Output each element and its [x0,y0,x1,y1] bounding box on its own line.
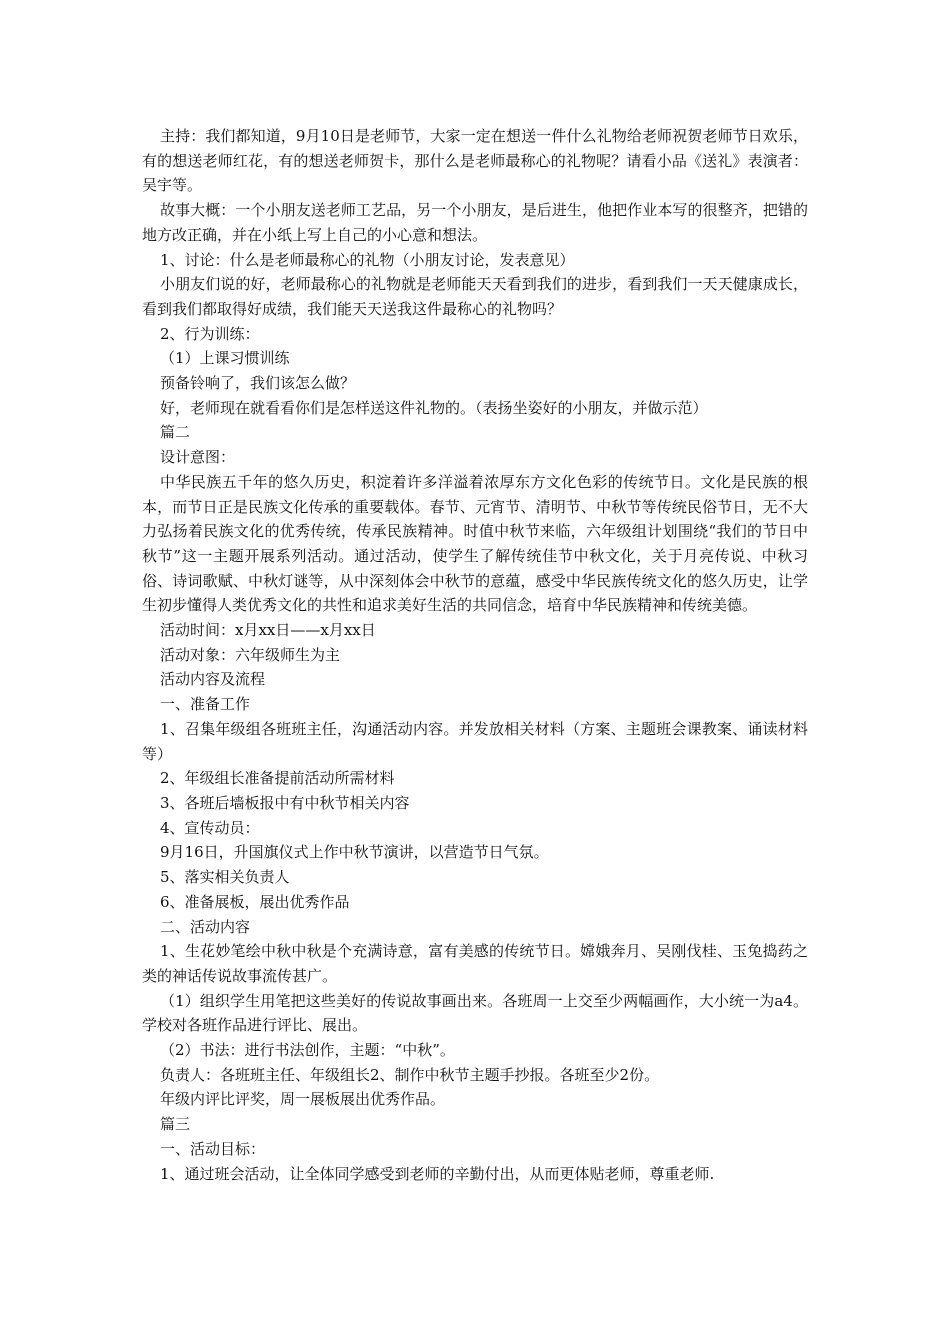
paragraph-discussion: 1、讨论：什么是老师最称心的礼物（小朋友讨论，发表意见） [160,250,575,269]
paragraph-drawing: （1）组织学生用笔把这些美好的传说故事画出来。各班周一上交至少两幅画作，大小统一为a4。学校对各班作品进行评比、展出。 [142,991,808,1035]
paragraph-activity-target: 活动对象：六年级师生为主 [160,645,341,664]
paragraph-evaluation: 年级内评比评奖，周一展板展出优秀作品。 [160,1090,446,1109]
paragraph-speech: 9月16日，升国旗仪式上作中秋节演讲，以营造节日气氛。 [160,843,549,862]
paragraph-prep-2: 2、年级组长准备提前活动所需材料 [160,769,395,788]
paragraph-prep-3: 3、各班后墙板报中有中秋节相关内容 [160,793,410,812]
heading-activity-goals: 一、活动目标： [160,1139,266,1158]
paragraph-calligraphy: （2）书法：进行书法创作，主题：“中秋”。 [160,1041,455,1060]
paragraph-prep-5: 5、落实相关负责人 [160,868,290,887]
paragraph-class-habit: （1）上课习惯训练 [160,349,290,368]
paragraph-behavior-training: 2、行为训练： [160,324,260,343]
paragraph-design-intent-label: 设计意图： [160,448,236,467]
paragraph-activity-flow: 活动内容及流程 [160,670,266,689]
paragraph-responsible: 负责人：各班班主任、年级组长2、制作中秋节主题手抄报。各班至少2份。 [160,1065,660,1084]
section-heading-part-three: 篇三 [160,1115,191,1134]
paragraph-content-1: 1、生花妙笔绘中秋中秋是个充满诗意，富有美感的传统节日。嫦娥奔月、吴刚伐桂、玉兔捣药之类的神话传说故事流传甚广。 [142,942,808,985]
heading-activity-content: 二、活动内容 [160,917,251,936]
paragraph-story-summary: 故事大概：一个小朋友送老师工艺品，另一个小朋友，是后进生，他把作业本写的很整齐，把错的地方改正确，并在小纸上写上自己的小心意和想法。 [142,201,808,244]
paragraph-host-intro: 主持：我们都知道，9月10日是老师节，大家一定在想送一件什么礼物给老师祝贺老师节日欢乐，有的想送老师红花，有的想送老师贺卡，那什么是老师最称心的礼物呢？请看小品《送礼》表演者：吴宇等。 [142,127,808,195]
heading-preparation: 一、准备工作 [160,695,251,714]
document-body [142,124,808,1186]
paragraph-prep-6: 6、准备展板，展出优秀作品 [160,892,350,911]
paragraph-design-intent: 中华民族五千年的悠久历史，积淀着许多洋溢着浓厚东方文化色彩的传统节日。文化是民族的根本，而节日正是民族文化传承的重要载体。春节、元宵节、清明节、中秋节等传统民俗节日，无不大力弘扬着民族文化的优秀传统，传承民族精神。时值中秋节来临，六年级组计划围绕“我们的节日中秋节”这一主题开展系列活动。通过活动，使学生了解传统佳节中秋文化，关于月亮传说、中秋习俗、诗词歌赋、中秋灯谜等，从中深刻体会中秋节的意蕴，感受中华民族传统文化的悠久历史，让学生初步懂得人类优秀文化的共性和追求美好生活的共同信念，培育中华民族精神和传统美德。 [142,472,808,615]
paragraph-prep-1: 1、召集年级组各班班主任，沟通活动内容。并发放相关材料（方案、主题班会课教案、诵读材料等） [142,719,808,763]
paragraph-activity-time: 活动时间：x月xx日——x月xx日 [160,621,376,640]
paragraph-best-gift: 小朋友们说的好，老师最称心的礼物就是老师能天天看到我们的进步，看到我们一天天健康成长，看到我们都取得好成绩，我们能天天送我这件最称心的礼物吗？ [142,275,808,318]
paragraph-goal-1: 1、通过班会活动，让全体同学感受到老师的辛勤付出，从而更体贴老师，尊重老师. [160,1164,715,1183]
section-heading-part-two: 篇二 [160,423,191,442]
paragraph-demo: 好，老师现在就看看你们是怎样送这件礼物的。（表扬坐姿好的小朋友，并做示范） [160,398,708,417]
paragraph-bell: 预备铃响了，我们该怎么做？ [160,374,356,393]
paragraph-prep-4: 4、宣传动员： [160,818,260,837]
